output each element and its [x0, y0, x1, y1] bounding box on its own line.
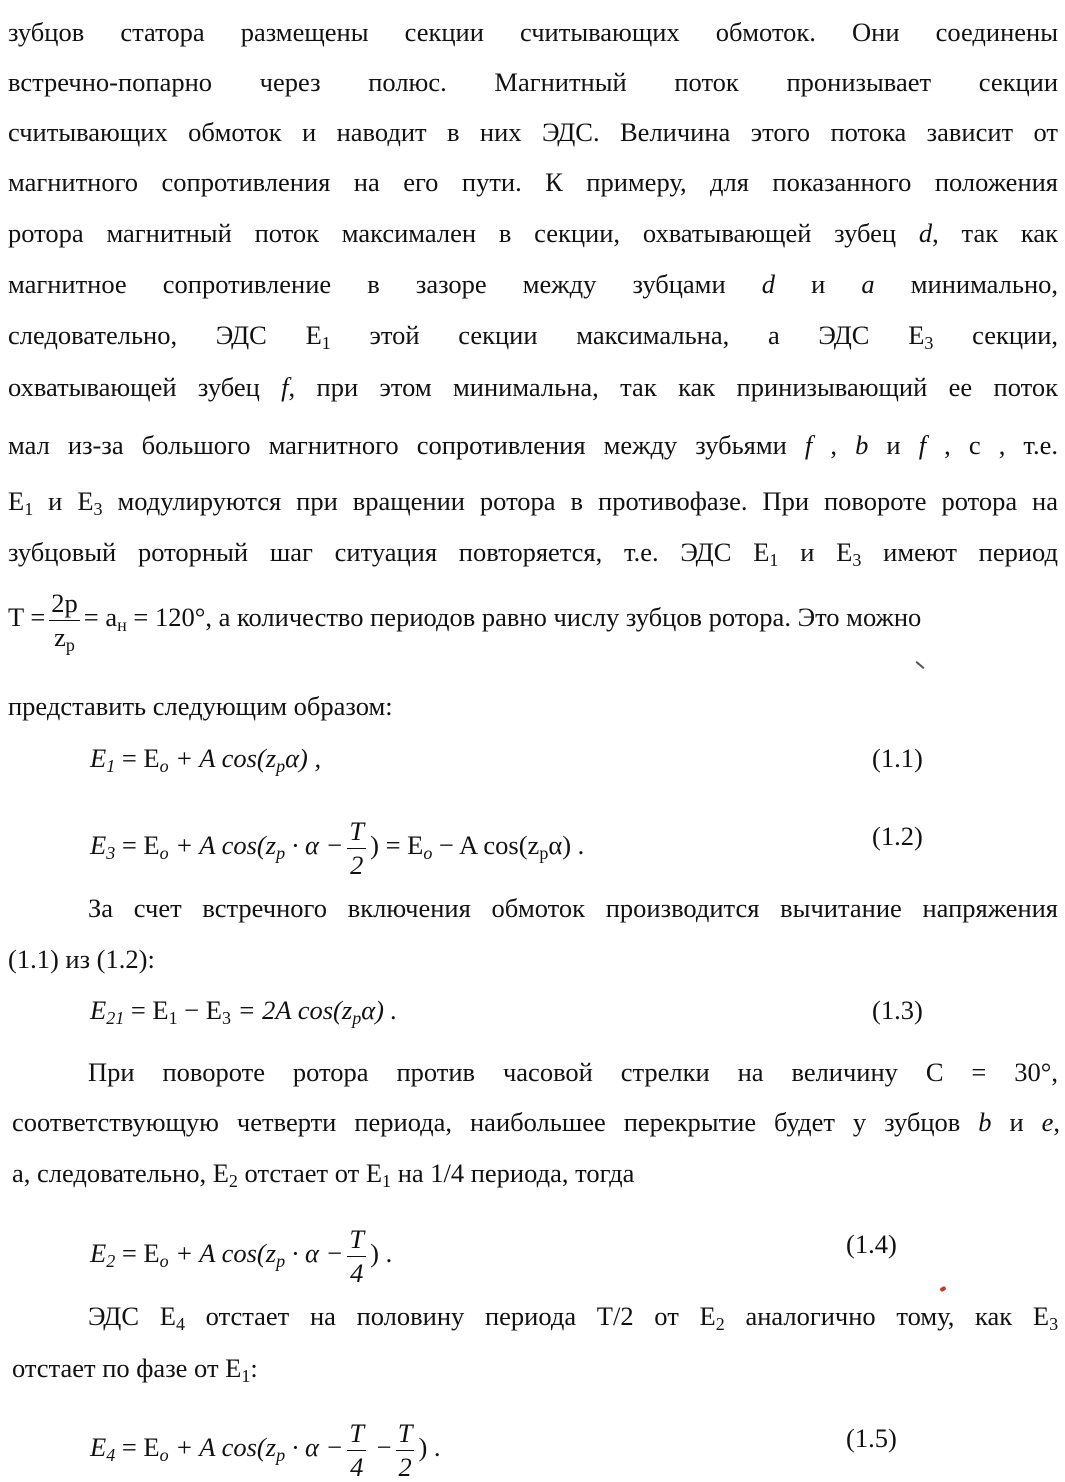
scan-mark-red — [939, 1286, 946, 1292]
equation-number-1-2: (1.2) — [872, 821, 923, 851]
equation-1-5: $E_4 = E_o + A$ $\cos(z_p \cdot \alpha$ − $\frac{T}{4}$ − $\frac{T}{2}$ ) . — [90, 1418, 441, 1482]
text-line-18: а, следовательно, $E_2$ отстает от $E_1$ на 1/4 периода, тогда — [12, 1158, 635, 1192]
equation-1-1: $E_1 = E_o + A$ $\cos(z_p\alpha)$ , — [90, 743, 322, 777]
equation-number-1-4: (1.4) — [846, 1229, 897, 1259]
equation-1-3: $E_{21} = E_1 - E_3 = 2A$ $\cos(z_p\alpha)$ . — [90, 995, 398, 1029]
text-line-5: ротора магнитный поток максимален в секции, охватывающей зубец d, так как — [8, 218, 1058, 248]
equation-1-4: $E_2 = E_o + A$ $\cos(z_p \cdot \alpha$ − $\frac{T}{4}$ ) . — [90, 1224, 393, 1288]
text-line-3: считывающих обмоток и наводит в них ЭДС. Величина этого потока зависит от — [8, 117, 1058, 147]
text-line-12: T = $\frac{2p}{z_p}$ = $a_н = 120^\circ$, а количество периодов равно числу зубцов ротора. Это можно — [8, 588, 922, 655]
text-line-6: магнитное сопротивление в зазоре между зубцами d и a минимально, — [8, 269, 1059, 299]
scan-mark — [916, 661, 925, 669]
equation-number-1-1: (1.1) — [872, 743, 923, 773]
text-line-1: зубцов статора размещены секции считывающих обмоток. Они соединены — [8, 17, 1058, 47]
text-line-8: охватывающей зубец f, при этом минимальна, так как принизывающий ее поток — [8, 372, 1058, 402]
text-line-9: мал из-за большого магнитного сопротивления между зубьями f , b и f , с , т.е. — [8, 430, 1059, 460]
text-line-20: отстает по фазе от $E_1$: — [12, 1353, 258, 1387]
text-line-10: $E_1$ и $E_3$ модулируются при вращении ротора в противофазе. При повороте ротора на — [8, 486, 1059, 520]
text-line-11: зубцовый роторный шаг ситуация повторяется, т.е. ЭДС $E_1$ и $E_3$ имеют период — [8, 537, 1059, 571]
text-line-13: представить следующим образом: — [8, 691, 393, 721]
text-line-16: При повороте ротора против часовой стрелки на величину С = 30°, — [88, 1057, 1058, 1087]
text-line-7: следовательно, ЭДС $E_1$ этой секции максимальна, а ЭДС $E_3$ секции, — [8, 320, 1059, 354]
text-line-15: (1.1) из (1.2): — [8, 944, 155, 974]
text-line-4: магнитного сопротивления на его пути. К примеру, для показанного положения — [8, 167, 1058, 197]
text-line-14: За счет встречного включения обмоток производится вычитание напряжения — [88, 893, 1058, 923]
text-line-2: встречно-попарно через полюс. Магнитный поток пронизывает секции — [8, 67, 1058, 97]
period-formula: T = $\frac{2p}{z_p}$ = $a_н = 120^\circ$ — [8, 588, 206, 655]
equation-number-1-3: (1.3) — [872, 995, 923, 1025]
text-line-17: соответствующую четверти периода, наибольшее перекрытие будет у зубцов b и e, — [12, 1107, 1061, 1137]
text-line-19: ЭДС $E_4$ отстает на половину периода Т/2 от $E_2$ аналогично тому, как $E_3$ — [88, 1301, 1059, 1335]
equation-1-2: $E_3 = E_o + A$ $\cos(z_p \cdot \alpha$ − $\frac{T}{2}$ ) = $E_o - A$ $\cos(z_p\alpha)$ . — [90, 816, 585, 880]
equation-number-1-5: (1.5) — [846, 1423, 897, 1453]
